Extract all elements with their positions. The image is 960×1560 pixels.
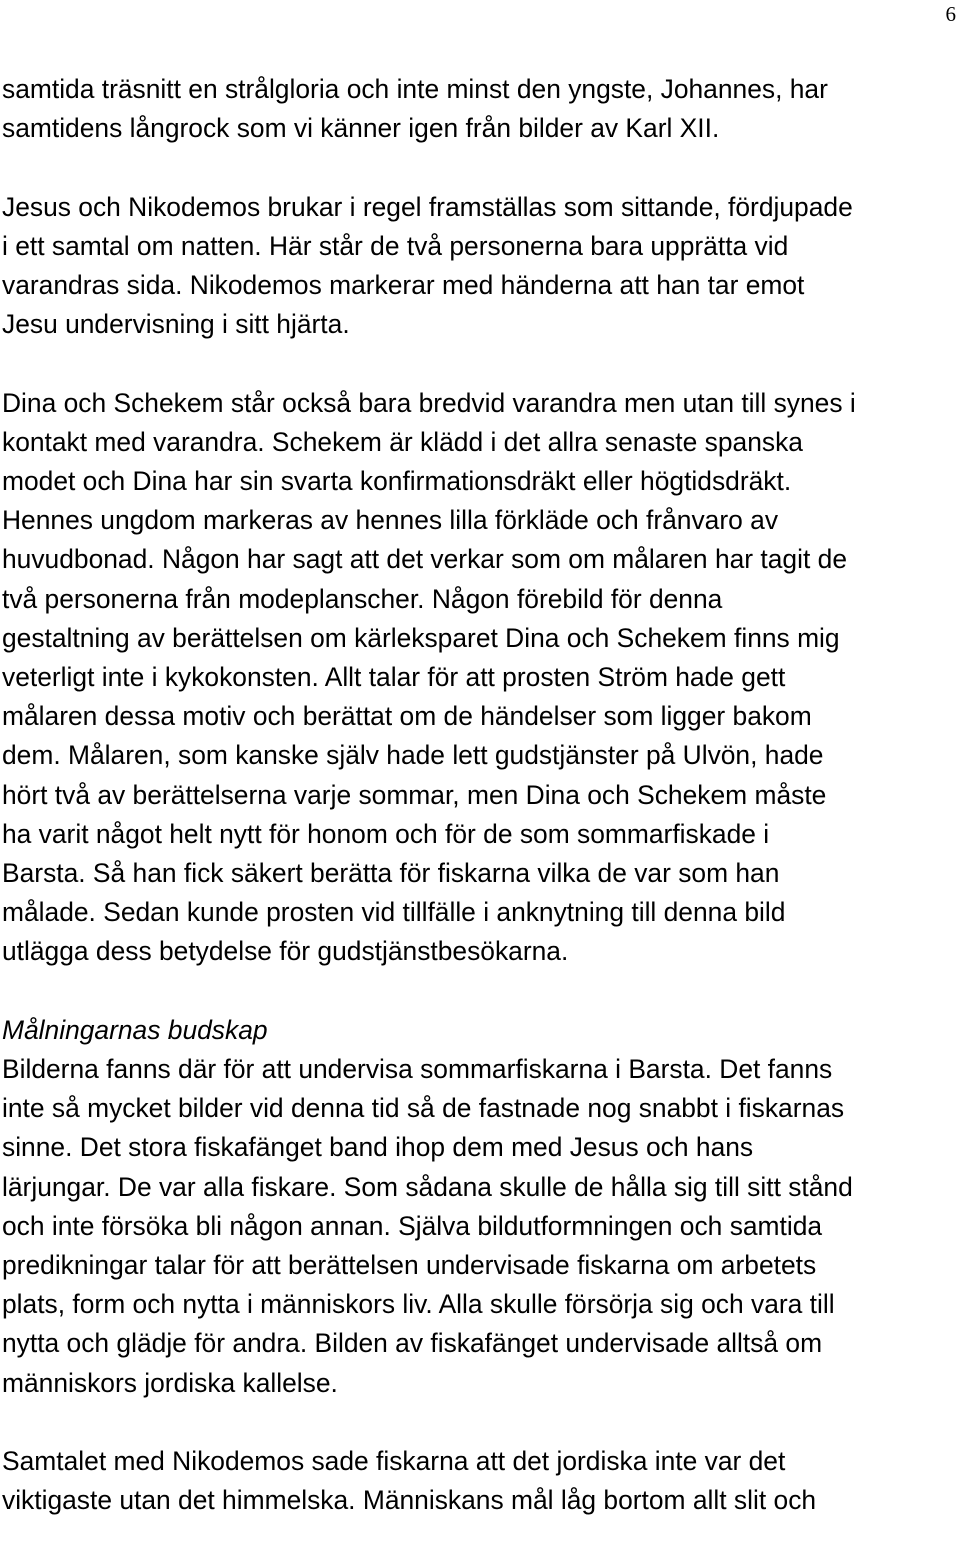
text-line: samtidens långrock som vi känner igen från bilder av Karl XII. [2,113,720,144]
text-line: nytta och glädje för andra. Bilden av fiskafänget undervisade alltså om [2,1328,823,1359]
text-line: samtida träsnitt en strålgloria och inte minst den yngste, Johannes, har [2,74,828,104]
text-line: två personerna från modeplanscher. Någon förebild för denna [2,583,723,614]
text-line: huvudbonad. Någon har sagt att det verkar som om målaren har tagit de [2,544,847,575]
text-line: människors jordiska kallelse. [2,1367,338,1398]
text-line: Hennes ungdom markeras av hennes lilla förkläde och frånvaro av [2,505,779,536]
text-line: Jesus och Nikodemos brukar i regel framställas som sittande, fördjupade [2,191,853,222]
paragraph [2,188,958,345]
text-line: gestaltning av berättelsen om kärleksparet Dina och Schekem finns mig [2,622,840,653]
text-line: modet och Dina har sin svarta konfirmationsdräkt eller högtidsdräkt. [2,466,792,496]
text-line: plats, form och nytta i människors liv. Alla skulle försörja sig och vara till [2,1289,835,1320]
text-line: målaren dessa motiv och berättat om de händelser som ligger bakom [2,701,812,732]
text-line: i ett samtal om natten. Här står de två personerna bara upprätta vid [2,230,789,261]
text-line: veterligt inte i kykokonsten. Allt talar för att prosten Ström hade gett [2,662,786,693]
text-line: och inte försöka bli någon annan. Själva bildutformningen och samtida [2,1210,823,1241]
document-body [2,70,958,1560]
text-line: Bilderna fanns där för att undervisa sommarfiskarna i Barsta. Det fanns [2,1054,833,1085]
paragraph [2,70,958,148]
text-line: Barsta. Så han fick säkert berätta för fiskarna vilka de var som han [2,858,780,889]
text-line: målade. Sedan kunde prosten vid tillfälle i anknytning till denna bild [2,897,786,928]
text-line: hört två av berättelserna varje sommar, men Dina och Schekem måste [2,779,827,810]
text-line: viktigaste utan det himmelska. Människans mål låg bortom allt slit och [2,1485,817,1516]
text-line: dem. Målaren, som kanske själv hade lett gudstjänster på Ulvön, hade [2,740,824,771]
text-line: inte så mycket bilder vid denna tid så de fastnade nog snabbt i fiskarnas [2,1093,845,1124]
text-line: lärjungar. De var alla fiskare. Som sådana skulle de hålla sig till sitt stånd [2,1171,853,1202]
text-line: Dina och Schekem står också bara bredvid varandra men utan till synes i [2,387,856,418]
text-line: Jesu undervisning i sitt hjärta. [2,309,350,340]
page-number: 6 [945,2,956,26]
paragraph [2,1442,958,1520]
text-line: ha varit något helt nytt för honom och för de som sommarfiskade i [2,818,770,849]
text-line: predikningar talar för att berättelsen undervisade fiskarna om arbetets [2,1250,817,1281]
paragraph [2,384,958,972]
text-line: utlägga dess betydelse för gudstjänstbesökarna. [2,936,569,967]
section-heading: Målningarnas budskap [2,1014,268,1045]
text-line: Samtalet med Nikodemos sade fiskarna att det jordiska inte var det [2,1446,786,1477]
text-line: varandras sida. Nikodemos markerar med händerna att han tar emot [2,270,805,300]
text-line: sinne. Det stora fiskafänget band ihop dem med Jesus och hans [2,1132,754,1163]
paragraph [2,1011,958,1403]
text-line: kontakt med varandra. Schekem är klädd i det allra senaste spanska [2,426,803,457]
